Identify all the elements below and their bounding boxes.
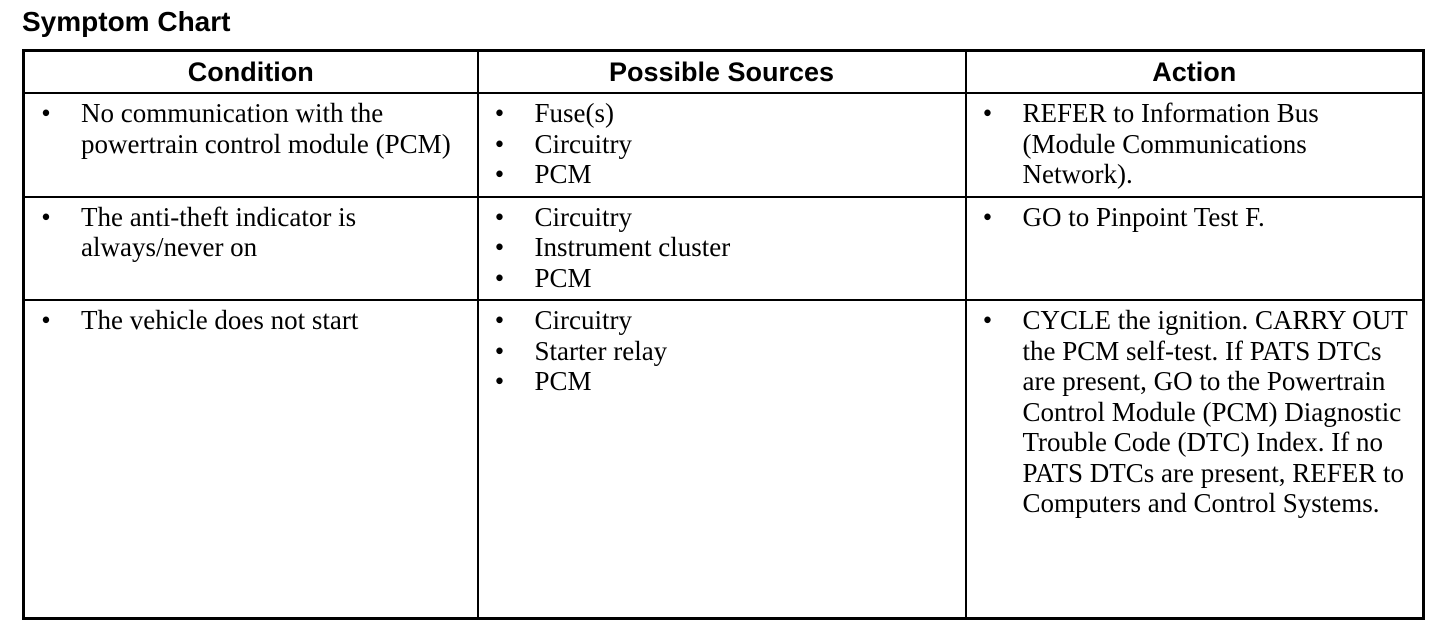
source-text: PCM [534, 159, 592, 189]
list-item [479, 366, 965, 397]
list-item [25, 305, 477, 336]
action-header: Action [966, 51, 1424, 94]
header-row [24, 51, 1424, 94]
bullet-icon: • [494, 201, 505, 232]
bullet-icon: • [41, 98, 51, 128]
action-cell [966, 197, 1424, 301]
source-text: Instrument cluster [534, 232, 731, 262]
list-item [479, 129, 965, 160]
bullet-icon: • [494, 262, 505, 293]
action-text: GO to Pinpoint Test F. [1022, 201, 1265, 232]
list-item [479, 263, 965, 294]
list-item [967, 98, 1423, 190]
source-text: Fuse(s) [534, 98, 614, 128]
list-item [25, 202, 477, 263]
bullet-icon: • [494, 159, 505, 189]
action-text: CYCLE the ignition. CARRY OUT the PCM self-test. If PATS DTCs are present, GO to the Powertrain Control Module (PCM) Diagnostic Trouble Code (DTC) Index. If no PATS DTCs are present, REFER to Computers and Control Systems. [1022, 305, 1408, 518]
action-cell [966, 300, 1424, 619]
list-item [967, 202, 1423, 233]
bullet-icon: • [494, 305, 505, 335]
symptom-chart-table [22, 49, 1425, 620]
bullet-icon: • [494, 335, 505, 366]
page-title: Symptom Chart [22, 6, 231, 37]
list-item [479, 336, 965, 367]
source-text: Circuitry [534, 128, 632, 159]
bullet-icon: • [494, 232, 505, 262]
sources-cell [478, 197, 966, 301]
bullet-icon: • [41, 201, 51, 232]
bullet-icon: • [494, 366, 505, 396]
source-text: PCM [534, 262, 592, 293]
bullet-icon: • [41, 305, 51, 335]
bullet-icon: • [494, 98, 505, 128]
condition-cell [24, 300, 478, 619]
sources-cell [478, 93, 966, 197]
list-item [479, 232, 965, 263]
table-row [24, 197, 1424, 301]
condition-header: Condition [24, 51, 478, 94]
condition-cell [24, 197, 478, 301]
list-item [25, 98, 477, 159]
list-item [967, 305, 1423, 519]
bullet-icon: • [982, 201, 993, 232]
condition-text: The vehicle does not start [81, 305, 359, 335]
source-text: Circuitry [534, 201, 632, 232]
possible-sources-header: Possible Sources [478, 51, 966, 94]
source-text: Starter relay [534, 335, 668, 366]
sources-cell [478, 300, 966, 619]
condition-text: No communication with the powertrain control module (PCM) [81, 98, 451, 159]
action-cell [966, 93, 1424, 197]
table-row [24, 300, 1424, 619]
list-item [479, 202, 965, 233]
bullet-icon: • [982, 98, 993, 128]
list-item [479, 159, 965, 190]
action-text: REFER to Information Bus (Module Communications Network). [1022, 98, 1319, 189]
bullet-icon: • [494, 128, 505, 159]
table-row [24, 93, 1424, 197]
condition-cell [24, 93, 478, 197]
list-item [479, 98, 965, 129]
condition-text: The anti-theft indicator is always/never on [81, 201, 357, 262]
source-text: PCM [534, 366, 592, 396]
source-text: Circuitry [534, 305, 632, 335]
bullet-icon: • [982, 305, 993, 335]
list-item [479, 305, 965, 336]
